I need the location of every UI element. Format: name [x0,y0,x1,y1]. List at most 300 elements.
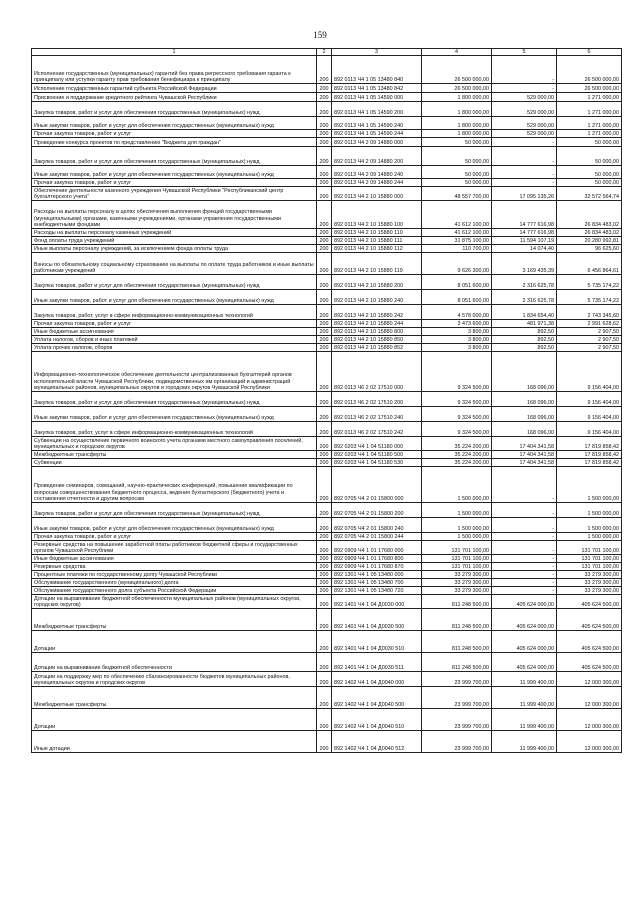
row-approved-amount-cell: 131 701 100,00 [422,541,492,555]
row-executed-amount-cell: - [492,579,557,587]
table-row [32,93,622,102]
row-approved-amount-cell: 9 626 300,00 [422,253,492,275]
table-row [32,672,622,687]
row-approved-amount-cell: 811 248 500,00 [422,609,492,631]
row-line-code-cell: 200 [317,93,332,102]
column-header-3: 3 [332,49,422,56]
row-approved-amount-cell: 35 224 200,00 [422,451,492,459]
row-classification-code-cell: 892 0113 Ч4 1 05 14590 000 [332,93,422,102]
row-line-code-cell: 200 [317,392,332,407]
row-approved-amount-cell: 9 324 500,00 [422,422,492,437]
row-approved-amount-cell: 1 800 000,00 [422,102,492,117]
row-classification-code-cell: 892 0909 Ч4 1 01 17680 800 [332,555,422,563]
row-line-code-cell: 200 [317,56,332,84]
row-classification-code-cell: 892 0113 Ч6 2 02 17510 000 [332,352,422,392]
row-unexecuted-amount-cell: 405 624 500,00 [557,595,622,609]
row-name-cell: Закупка товаров, работ и услуг для обеспечения государственных (муниципальных) нужд [32,102,317,117]
row-executed-amount-cell: 529 000,00 [492,93,557,102]
row-unexecuted-amount-cell: 2 907,50 [557,328,622,336]
table-row [32,147,622,166]
row-line-code-cell: 200 [317,731,332,753]
row-approved-amount-cell: 41 612 100,00 [422,201,492,229]
row-executed-amount-cell: 3 169 435,39 [492,253,557,275]
row-approved-amount-cell: 9 324 500,00 [422,352,492,392]
row-classification-code-cell: 892 0113 Ч6 2 02 17510 242 [332,422,422,437]
row-classification-code-cell: 892 1402 Ч4 1 04 Д0040 000 [332,672,422,687]
row-classification-code-cell: 892 0705 Ч4 2 01 15800 244 [332,533,422,541]
row-name-cell: Иные дотации [32,731,317,753]
table-row [32,130,622,138]
row-name-cell: Проведение семинаров, совещаний, научно-практических конференций, повышение квалификации по вопросам совершенствования бюджетного процесса, ведения бухгалтерского (бюджетного) учета и составления отчетности и другим вопросам [32,467,317,503]
table-row [32,518,622,533]
table-row [32,305,622,320]
row-name-cell: Дотации [32,631,317,653]
table-row [32,229,622,237]
row-classification-code-cell: 892 0113 Ч4 2 09 14880 000 [332,138,422,147]
row-unexecuted-amount-cell: 20 280 992,81 [557,237,622,245]
row-unexecuted-amount-cell: 131 701 100,00 [557,555,622,563]
row-approved-amount-cell: 110 700,00 [422,245,492,253]
row-classification-code-cell: 892 0113 Ч4 2 10 15880 242 [332,305,422,320]
row-name-cell: Обеспечение деятельности казенного учреждения Чувашской Республики "Республиканский центр бухгалтерского учета" [32,187,317,201]
row-line-code-cell: 200 [317,467,332,503]
row-executed-amount-cell: 14 777 616,98 [492,229,557,237]
row-line-code-cell: 200 [317,595,332,609]
row-line-code-cell: 200 [317,687,332,709]
row-unexecuted-amount-cell: 1 271 000,00 [557,117,622,130]
row-approved-amount-cell: 3 800,00 [422,344,492,352]
row-classification-code-cell: 892 1401 Ч4 1 04 Д0030 000 [332,595,422,609]
row-classification-code-cell: 892 0113 Ч4 1 05 14590 200 [332,102,422,117]
table-row [32,179,622,187]
row-classification-code-cell: 892 0203 Ч4 1 04 51180 530 [332,459,422,467]
row-line-code-cell: 200 [317,555,332,563]
row-name-cell: Иные закупки товаров, работ и услуг для обеспечения государственных (муниципальных) нужд [32,117,317,130]
row-line-code-cell: 200 [317,328,332,336]
row-line-code-cell: 200 [317,533,332,541]
row-line-code-cell: 200 [317,237,332,245]
table-row [32,731,622,753]
row-approved-amount-cell: 3 800,00 [422,328,492,336]
row-line-code-cell: 200 [317,451,332,459]
row-name-cell: Исполнение государственных гарантий субъекта Российской Федерации [32,84,317,93]
row-name-cell: Исполнение государственных (муниципальных) гарантий без права регрессного требования гаранта к принципалу или уступки гаранту прав требования бенефициара к принципалу [32,56,317,84]
table-row [32,653,622,672]
row-classification-code-cell: 892 0113 Ч4 1 05 14590 244 [332,130,422,138]
row-approved-amount-cell: 811 248 500,00 [422,631,492,653]
row-executed-amount-cell: 14 777 616,98 [492,201,557,229]
row-executed-amount-cell: 168 096,00 [492,352,557,392]
row-line-code-cell: 200 [317,422,332,437]
row-classification-code-cell: 892 0113 Ч4 2 10 15880 850 [332,336,422,344]
row-executed-amount-cell: 168 096,00 [492,422,557,437]
table-row [32,587,622,595]
row-unexecuted-amount-cell: 2 907,50 [557,336,622,344]
row-unexecuted-amount-cell: 2 907,50 [557,344,622,352]
row-line-code-cell: 200 [317,672,332,687]
row-unexecuted-amount-cell: 6 456 864,61 [557,253,622,275]
row-executed-amount-cell: 17 404 341,58 [492,437,557,451]
column-header-4: 4 [422,49,492,56]
row-approved-amount-cell: 33 279 300,00 [422,587,492,595]
row-unexecuted-amount-cell: 12 000 300,00 [557,731,622,753]
row-unexecuted-amount-cell: 33 279 300,00 [557,587,622,595]
row-approved-amount-cell: 23 999 700,00 [422,731,492,753]
row-line-code-cell: 200 [317,563,332,571]
row-line-code-cell: 200 [317,503,332,518]
row-executed-amount-cell: 1 834 654,40 [492,305,557,320]
row-executed-amount-cell: 892,50 [492,328,557,336]
row-classification-code-cell: 892 0113 Ч4 2 10 15880 111 [332,237,422,245]
row-executed-amount-cell: 17 404 341,58 [492,459,557,467]
row-executed-amount-cell: - [492,587,557,595]
table-row [32,437,622,451]
row-approved-amount-cell: 811 248 500,00 [422,653,492,672]
row-name-cell: Прочая закупка товаров, работ и услуг [32,320,317,328]
row-classification-code-cell: 892 0113 Ч4 2 10 15880 244 [332,320,422,328]
row-executed-amount-cell: - [492,571,557,579]
row-executed-amount-cell: 481 971,38 [492,320,557,328]
row-unexecuted-amount-cell: 50 000,00 [557,179,622,187]
row-unexecuted-amount-cell: 5 735 174,22 [557,275,622,290]
row-executed-amount-cell: 11 594 107,19 [492,237,557,245]
table-row [32,166,622,179]
row-classification-code-cell: 892 0113 Ч4 1 05 13480 842 [332,84,422,93]
row-line-code-cell: 200 [317,320,332,328]
row-line-code-cell: 200 [317,579,332,587]
table-row [32,84,622,93]
row-approved-amount-cell: 9 324 500,00 [422,407,492,422]
row-line-code-cell: 200 [317,187,332,201]
row-name-cell: Обслуживание государственного (муниципального) долга [32,579,317,587]
table-row [32,344,622,352]
row-name-cell: Межбюджетные трансферты [32,609,317,631]
row-name-cell: Иные закупки товаров, работ и услуг для обеспечения государственных (муниципальных) нужд [32,407,317,422]
table-row [32,328,622,336]
row-unexecuted-amount-cell: 32 572 564,74 [557,187,622,201]
row-unexecuted-amount-cell: 131 701 100,00 [557,541,622,555]
table-row [32,290,622,305]
row-classification-code-cell: 892 0113 Ч4 2 10 15880 119 [332,253,422,275]
row-line-code-cell: 200 [317,587,332,595]
table-row [32,201,622,229]
row-executed-amount-cell: 17 404 341,58 [492,451,557,459]
row-classification-code-cell: 892 0113 Ч4 1 05 13480 840 [332,56,422,84]
column-header-2: 2 [317,49,332,56]
row-name-cell: Дотации на выравнивание бюджетной обеспеченности муниципальных районов (муниципальных округов, городских округов) [32,595,317,609]
table-row [32,138,622,147]
row-executed-amount-cell: - [492,555,557,563]
row-line-code-cell: 200 [317,102,332,117]
row-executed-amount-cell: - [492,179,557,187]
row-approved-amount-cell: 33 279 300,00 [422,579,492,587]
row-name-cell: Иные бюджетные ассигнования [32,555,317,563]
row-classification-code-cell: 892 0203 Ч4 1 04 51180 500 [332,451,422,459]
row-unexecuted-amount-cell: 33 279 300,00 [557,571,622,579]
row-unexecuted-amount-cell: 405 624 500,00 [557,653,622,672]
row-approved-amount-cell: 4 578 000,00 [422,305,492,320]
row-name-cell: Закупка товаров, работ и услуг для обеспечения государственных (муниципальных) нужд [32,503,317,518]
table-row [32,352,622,392]
row-unexecuted-amount-cell: 2 991 628,62 [557,320,622,328]
row-line-code-cell: 200 [317,84,332,93]
row-classification-code-cell: 892 0705 Ч4 2 01 15800 240 [332,518,422,533]
row-line-code-cell: 200 [317,609,332,631]
row-executed-amount-cell: - [492,541,557,555]
row-name-cell: Проведение конкурса проектов по представлению "Бюджета для граждан" [32,138,317,147]
row-classification-code-cell: 892 1402 Ч4 1 04 Д0040 500 [332,687,422,709]
row-executed-amount-cell: 11 999 400,00 [492,731,557,753]
table-row [32,503,622,518]
row-line-code-cell: 200 [317,437,332,451]
row-classification-code-cell: 892 0113 Ч6 2 02 17510 240 [332,407,422,422]
row-executed-amount-cell: 405 624 000,00 [492,631,557,653]
row-line-code-cell: 200 [317,305,332,320]
row-executed-amount-cell: - [492,533,557,541]
row-executed-amount-cell: 892,50 [492,344,557,352]
table-row [32,533,622,541]
row-name-cell: Дотации на поддержку мер по обеспечению сбалансированности бюджетов муниципальных районов, муниципальных округов и городских округов [32,672,317,687]
page-number: 159 [313,30,327,40]
row-classification-code-cell: 892 1301 Ч4 1 05 13480 720 [332,587,422,595]
row-unexecuted-amount-cell: 405 624 500,00 [557,631,622,653]
row-name-cell: Субвенции на осуществление первичного воинского учета органами местного самоуправления поселений, муниципальных и городских округов [32,437,317,451]
row-classification-code-cell: 892 0113 Ч4 1 05 14590 240 [332,117,422,130]
row-approved-amount-cell: 35 224 200,00 [422,437,492,451]
row-classification-code-cell: 892 0203 Ч4 1 04 51180 000 [332,437,422,451]
row-executed-amount-cell: 17 095 135,26 [492,187,557,201]
row-approved-amount-cell: 26 500 000,00 [422,56,492,84]
row-approved-amount-cell: 8 051 600,00 [422,290,492,305]
row-name-cell: Межбюджетные трансферты [32,687,317,709]
row-name-cell: Взносы по обязательному социальному страхованию на выплаты по оплате труда работников и иные выплаты работникам учреждений [32,253,317,275]
row-approved-amount-cell: 50 000,00 [422,147,492,166]
row-approved-amount-cell: 1 800 000,00 [422,130,492,138]
row-line-code-cell: 200 [317,459,332,467]
row-unexecuted-amount-cell: 2 743 345,60 [557,305,622,320]
row-line-code-cell: 200 [317,653,332,672]
row-line-code-cell: 200 [317,138,332,147]
row-executed-amount-cell: 529 000,00 [492,117,557,130]
table-row [32,709,622,731]
row-executed-amount-cell: 11 999 400,00 [492,709,557,731]
row-unexecuted-amount-cell: 50 000,00 [557,166,622,179]
row-classification-code-cell: 892 0113 Ч4 2 10 15880 110 [332,229,422,237]
row-unexecuted-amount-cell: 17 819 858,42 [557,459,622,467]
row-executed-amount-cell: 892,50 [492,336,557,344]
table-row [32,467,622,503]
row-name-cell: Обслуживание государственного долга субъекта Российской Федерации [32,587,317,595]
row-approved-amount-cell: 23 999 700,00 [422,672,492,687]
row-line-code-cell: 200 [317,290,332,305]
row-unexecuted-amount-cell: 1 500 000,00 [557,503,622,518]
row-approved-amount-cell: 3 473 600,00 [422,320,492,328]
row-name-cell: Процентные платежи по государственному долгу Чувашской Республики [32,571,317,579]
row-unexecuted-amount-cell: 33 279 300,00 [557,579,622,587]
row-approved-amount-cell: 3 800,00 [422,336,492,344]
row-unexecuted-amount-cell: 1 271 000,00 [557,130,622,138]
row-approved-amount-cell: 1 500 000,00 [422,518,492,533]
row-name-cell: Прочая закупка товаров, работ и услуг [32,130,317,138]
table-row [32,275,622,290]
row-executed-amount-cell: - [492,563,557,571]
row-classification-code-cell: 892 0113 Ч4 2 10 15880 112 [332,245,422,253]
row-line-code-cell: 200 [317,201,332,229]
row-name-cell: Иные закупки товаров, работ и услуг для обеспечения государственных (муниципальных) нужд [32,518,317,533]
row-classification-code-cell: 892 0113 Ч4 2 09 14880 200 [332,147,422,166]
row-approved-amount-cell: 1 800 000,00 [422,93,492,102]
row-executed-amount-cell: - [492,467,557,503]
row-classification-code-cell: 892 0113 Ч4 2 10 15880 000 [332,187,422,201]
row-name-cell: Резервные средства на повышение заработной платы работников бюджетной сферы и государственных органов Чувашской Республики [32,541,317,555]
row-unexecuted-amount-cell: 1 500 000,00 [557,518,622,533]
row-approved-amount-cell: 9 324 500,00 [422,392,492,407]
table-body [32,56,622,753]
row-executed-amount-cell: 405 624 000,00 [492,595,557,609]
row-classification-code-cell: 892 0909 Ч4 1 01 17680 000 [332,541,422,555]
row-approved-amount-cell: 33 279 300,00 [422,571,492,579]
row-approved-amount-cell: 8 051 600,00 [422,275,492,290]
row-name-cell: Дотации [32,709,317,731]
table-row [32,245,622,253]
table-row [32,541,622,555]
row-approved-amount-cell: 1 500 000,00 [422,467,492,503]
row-line-code-cell: 200 [317,253,332,275]
table-row [32,571,622,579]
row-unexecuted-amount-cell: 26 500 000,00 [557,56,622,84]
row-line-code-cell: 200 [317,407,332,422]
row-executed-amount-cell: - [492,518,557,533]
row-classification-code-cell: 892 0113 Ч4 2 10 15880 200 [332,275,422,290]
row-approved-amount-cell: 23 999 700,00 [422,709,492,731]
row-unexecuted-amount-cell: 1 271 000,00 [557,102,622,117]
table-row [32,451,622,459]
row-unexecuted-amount-cell: 26 500 000,00 [557,84,622,93]
row-classification-code-cell: 892 0113 Ч4 2 09 14880 240 [332,166,422,179]
row-name-cell: Закупка товаров, работ, услуг в сфере информационно-коммуникационных технологий [32,305,317,320]
row-approved-amount-cell: 50 000,00 [422,138,492,147]
row-classification-code-cell: 892 1401 Ч4 1 04 Д0030 511 [332,653,422,672]
row-executed-amount-cell: 405 624 000,00 [492,653,557,672]
row-unexecuted-amount-cell: 9 156 404,00 [557,422,622,437]
row-unexecuted-amount-cell: 12 000 300,00 [557,709,622,731]
row-executed-amount-cell: 14 074,40 [492,245,557,253]
row-unexecuted-amount-cell: 12 000 300,00 [557,687,622,709]
row-unexecuted-amount-cell: 26 834 483,02 [557,201,622,229]
row-approved-amount-cell: 131 701 100,00 [422,563,492,571]
row-executed-amount-cell: - [492,138,557,147]
row-line-code-cell: 200 [317,166,332,179]
row-name-cell: Фонд оплаты труда учреждений [32,237,317,245]
table-row [32,407,622,422]
row-approved-amount-cell: 48 557 700,00 [422,187,492,201]
row-classification-code-cell: 892 0113 Ч4 2 10 15880 240 [332,290,422,305]
table-row [32,595,622,609]
budget-execution-table [31,48,622,753]
row-name-cell: Межбюджетные трансферты [32,451,317,459]
row-name-cell: Расходы на выплаты персоналу в целях обеспечения выполнения функций государственными (муниципальными) органами, казенными учреждениями, органами управления государственными внебюджетными фондами [32,201,317,229]
row-name-cell: Расходы на выплаты персоналу казенных учреждений [32,229,317,237]
row-unexecuted-amount-cell: 1 271 000,00 [557,93,622,102]
row-name-cell: Иные выплаты персоналу учреждений, за исключением фонда оплаты труда [32,245,317,253]
row-name-cell: Уплата налогов, сборов и иных платежей [32,336,317,344]
row-line-code-cell: 200 [317,147,332,166]
row-approved-amount-cell: 41 612 100,00 [422,229,492,237]
row-line-code-cell: 200 [317,336,332,344]
row-line-code-cell: 200 [317,352,332,392]
column-number-row [32,49,622,56]
column-header-1: 1 [32,49,317,56]
row-unexecuted-amount-cell: 50 000,00 [557,147,622,166]
row-classification-code-cell: 892 1402 Ч4 1 04 Д0040 512 [332,731,422,753]
row-classification-code-cell: 892 1401 Ч4 1 04 Д0030 510 [332,631,422,653]
row-classification-code-cell: 892 0113 Ч4 2 10 15880 852 [332,344,422,352]
row-executed-amount-cell: - [492,166,557,179]
table-row [32,555,622,563]
table-row [32,459,622,467]
row-name-cell: Прочая закупка товаров, работ и услуг [32,179,317,187]
row-unexecuted-amount-cell: 50 000,00 [557,138,622,147]
row-approved-amount-cell: 50 000,00 [422,179,492,187]
row-name-cell: Закупка товаров, работ и услуг для обеспечения государственных (муниципальных) нужд [32,147,317,166]
table-row [32,422,622,437]
row-line-code-cell: 200 [317,571,332,579]
row-classification-code-cell: 892 1402 Ч4 1 04 Д0040 510 [332,709,422,731]
row-unexecuted-amount-cell: 96 625,60 [557,245,622,253]
row-unexecuted-amount-cell: 5 735 174,22 [557,290,622,305]
row-classification-code-cell: 892 0113 Ч6 2 02 17510 200 [332,392,422,407]
row-executed-amount-cell: 2 316 625,78 [492,290,557,305]
row-line-code-cell: 200 [317,179,332,187]
row-executed-amount-cell: - [492,84,557,93]
row-line-code-cell: 200 [317,245,332,253]
row-classification-code-cell: 892 1301 Ч4 1 05 13480 700 [332,579,422,587]
row-classification-code-cell: 892 0705 Ч4 2 01 15800 000 [332,467,422,503]
row-classification-code-cell: 892 1301 Ч4 1 05 13480 000 [332,571,422,579]
row-line-code-cell: 200 [317,541,332,555]
row-approved-amount-cell: 1 500 000,00 [422,503,492,518]
table-row [32,253,622,275]
row-executed-amount-cell: - [492,147,557,166]
row-name-cell: Иные бюджетные ассигнования [32,328,317,336]
row-classification-code-cell: 892 0113 Ч4 2 10 15880 800 [332,328,422,336]
row-approved-amount-cell: 1 800 000,00 [422,117,492,130]
row-executed-amount-cell: 168 096,00 [492,392,557,407]
row-name-cell: Закупка товаров, работ и услуг для обеспечения государственных (муниципальных) нужд [32,275,317,290]
row-name-cell: Уплата прочих налогов, сборов [32,344,317,352]
row-line-code-cell: 200 [317,275,332,290]
table-row [32,579,622,587]
column-header-6: 6 [557,49,622,56]
row-approved-amount-cell: 131 701 100,00 [422,555,492,563]
row-line-code-cell: 200 [317,229,332,237]
row-executed-amount-cell: 529 000,00 [492,130,557,138]
row-unexecuted-amount-cell: 405 624 500,00 [557,609,622,631]
table-row [32,392,622,407]
row-line-code-cell: 200 [317,344,332,352]
row-executed-amount-cell: - [492,503,557,518]
column-header-5: 5 [492,49,557,56]
row-line-code-cell: 200 [317,518,332,533]
row-classification-code-cell: 892 1401 Ч4 1 04 Д0030 500 [332,609,422,631]
row-executed-amount-cell: - [492,56,557,84]
table-row [32,237,622,245]
table-row [32,187,622,201]
row-line-code-cell: 200 [317,709,332,731]
row-classification-code-cell: 892 0113 Ч4 2 10 15880 100 [332,201,422,229]
row-unexecuted-amount-cell: 131 701 100,00 [557,563,622,571]
row-approved-amount-cell: 35 224 200,00 [422,459,492,467]
